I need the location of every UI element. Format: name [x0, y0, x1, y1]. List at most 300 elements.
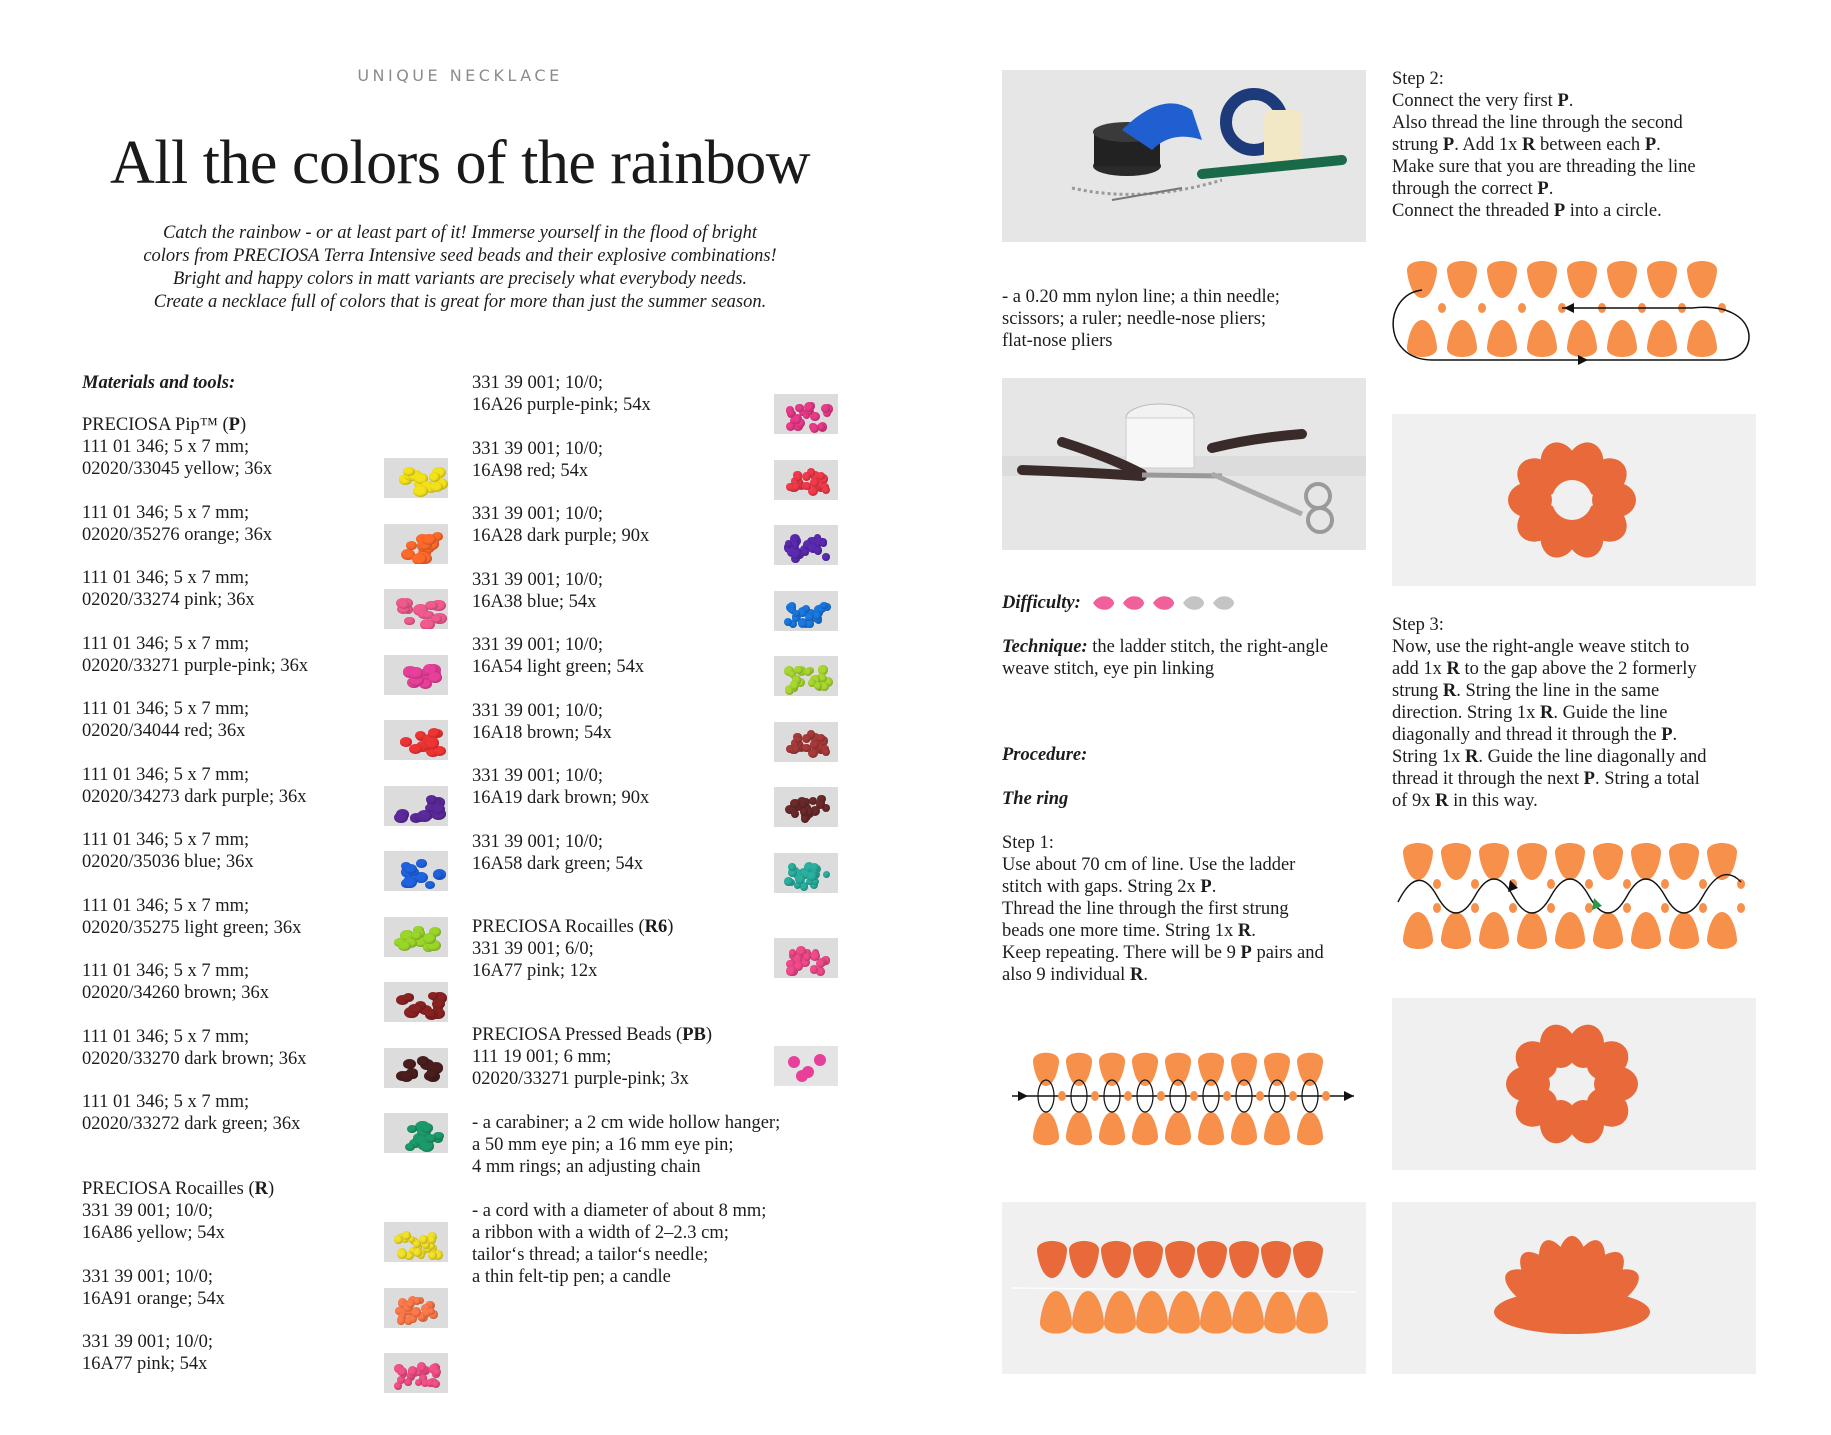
pip-bead [1555, 912, 1585, 949]
pb-close: ) [705, 1025, 712, 1045]
pip-bead [1264, 1053, 1290, 1086]
bead-dot [810, 740, 818, 748]
step1-diagram [1002, 1040, 1366, 1170]
materials-heading: Materials and tools: [82, 373, 236, 393]
material-item [82, 1091, 300, 1135]
pip-bead [1407, 320, 1437, 357]
pb-code: PB [682, 1025, 706, 1045]
bead-dot [411, 931, 423, 940]
material-color: 16A19 dark brown; 90x [472, 788, 650, 808]
material-code: 111 01 346; 5 x 7 mm; [82, 830, 250, 850]
pip-bead [1231, 1112, 1257, 1145]
step-line [1392, 702, 1706, 724]
step-line [1392, 112, 1696, 134]
material-color: 02020/34273 dark purple; 36x [82, 786, 307, 807]
step-line [1392, 658, 1706, 680]
material-code: 111 01 346; 5 x 7 mm; [82, 699, 250, 719]
pip-bead [1104, 1291, 1136, 1334]
r6-brand: PRECIOSA Rocailles ( [472, 917, 645, 937]
extras1-line: 4 mm rings; an adjusting chain [472, 1157, 701, 1177]
pip-bead [1198, 1053, 1224, 1086]
material-color: 02020/33274 pink; 36x [82, 590, 255, 610]
bead-swatch [384, 917, 448, 957]
pip-bead [1607, 320, 1637, 357]
bead-dot [394, 812, 408, 823]
step-line [1392, 680, 1706, 702]
material-color: 16A98 red; 54x [472, 460, 589, 481]
bead-dot [429, 472, 441, 481]
step-line [1392, 156, 1696, 178]
pip-bead [1447, 261, 1477, 298]
step3-photo-ring [1392, 998, 1756, 1170]
procedure-label: Procedure: [1002, 745, 1088, 765]
step-line [1002, 854, 1324, 876]
step-line [1392, 768, 1706, 790]
step-title: Step 1: [1002, 833, 1054, 853]
step2-diagram [1392, 250, 1756, 380]
pip-bead [1066, 1112, 1092, 1145]
bead-dot [788, 1056, 800, 1068]
bead-dot [425, 881, 435, 889]
step-text: . [1251, 921, 1256, 941]
r6-code: R6 [644, 917, 668, 937]
step-line [1392, 724, 1706, 746]
bead-dot [403, 1059, 416, 1069]
material-color: 02020/33272 dark green; 36x [82, 1114, 301, 1134]
bead-code: P [1644, 135, 1657, 155]
step-text: add 1x [1392, 659, 1447, 679]
step-text: pairs and [1251, 943, 1324, 963]
material-item [472, 634, 644, 678]
bead-dot [417, 1362, 427, 1372]
bead-dot [412, 553, 427, 563]
bead-dot [806, 620, 814, 628]
pip-bead [1447, 320, 1477, 357]
material-code: 331 39 001; 10/0; [472, 635, 604, 655]
material-color: 02020/34260 brown; 36x [82, 983, 270, 1003]
material-code: 111 01 346; 5 x 7 mm; [82, 568, 250, 588]
step-text: Keep repeating. There will be 9 [1002, 943, 1241, 963]
intro-line: Catch the rainbow - or at least part of it! Immerse yourself in the flood of bright [162, 223, 758, 243]
technique-text-1: the ladder stitch, the right-angle [1087, 637, 1329, 657]
step-text: beads one more time. String 1x [1002, 921, 1238, 941]
tools-photo-pliers [1002, 378, 1366, 550]
bead-dot [399, 600, 410, 609]
technique-text-2: weave stitch, eye pin linking [1002, 659, 1215, 679]
extras3-line: scissors; a ruler; needle-nose pliers; [1002, 309, 1267, 329]
pip-bead [1066, 1053, 1092, 1086]
technique [1002, 636, 1328, 680]
rocailles-code: R [254, 1179, 269, 1199]
pip-bead [1037, 1241, 1067, 1278]
step-text: . [1548, 179, 1554, 199]
pip-bead [1527, 261, 1557, 298]
bead-dot [403, 993, 414, 1002]
material-code: 331 39 001; 10/0; [472, 831, 604, 852]
step3-diagram [1392, 832, 1756, 962]
bead-dot [409, 744, 421, 754]
material-code: 111 01 346; 5 x 7 mm; [82, 961, 250, 981]
bead-dot [784, 877, 793, 886]
step-text: . String a total [1594, 769, 1700, 789]
bead-code: R [1129, 965, 1144, 985]
step-line [1392, 200, 1696, 222]
material-code: 111 01 346; 5 x 7 mm; [82, 633, 250, 654]
bead-swatch [384, 1222, 448, 1262]
bead-dot [413, 1240, 421, 1248]
pip-bead [1198, 1112, 1224, 1145]
pip-bead [1441, 912, 1471, 949]
pip-bead [1165, 1241, 1195, 1278]
bead-code: R [1442, 681, 1457, 701]
extras3-line: - a 0.20 mm nylon line; a thin needle; [1002, 287, 1280, 307]
pb-line2: 02020/33271 purple-pink; 3x [472, 1069, 689, 1089]
bead-dot [413, 485, 428, 497]
step2-photo-ring [1392, 414, 1756, 586]
bead-swatch [774, 525, 838, 565]
bead-dot [822, 486, 831, 495]
step-text: . String the line in the same [1456, 681, 1660, 701]
pip-bead [1669, 843, 1699, 880]
bead-dot [394, 1382, 402, 1390]
bead-code: P [1442, 135, 1455, 155]
bead-dot [805, 613, 814, 622]
material-item [472, 438, 603, 482]
bead-dot [791, 810, 799, 818]
material-item [82, 436, 272, 480]
pip-bead [1631, 912, 1661, 949]
material-item [82, 764, 307, 808]
bead-dot [804, 668, 812, 676]
pip-bead [1033, 1112, 1059, 1145]
difficulty-indicator [1089, 592, 1249, 614]
pip-bead [1555, 843, 1585, 880]
bead-dot [432, 1380, 440, 1388]
step-line [1392, 636, 1706, 658]
ring-label: The ring [1002, 789, 1069, 809]
tools-illustration-1 [1002, 70, 1366, 242]
difficulty-bead-filled [1153, 596, 1174, 610]
material-color: 02020/34044 red; 36x [82, 721, 246, 741]
step-title: Step 3: [1392, 615, 1444, 635]
pip-bead [1264, 1112, 1290, 1145]
pip-bead [1200, 1291, 1232, 1334]
extras2-line: - a cord with a diameter of about 8 mm; [472, 1201, 767, 1221]
material-item [82, 1200, 225, 1244]
pip-bead [1069, 1241, 1099, 1278]
pb-line1: 111 19 001; 6 mm; [472, 1047, 612, 1067]
pip-bead [1487, 320, 1517, 357]
pip-bead [1293, 1241, 1323, 1278]
step-text: String 1x [1392, 747, 1465, 767]
bead-dot [802, 482, 811, 491]
technique-label: Technique: [1002, 637, 1088, 657]
step-title: Step 2: [1392, 69, 1444, 89]
step-text: into a circle. [1565, 201, 1662, 221]
bead-code: R [1464, 747, 1479, 767]
pip-bead [1297, 1112, 1323, 1145]
bead-swatch [774, 460, 838, 500]
pip-brand: PRECIOSA Pip™ ( [82, 415, 229, 435]
intro-line: Create a necklace full of colors that is great for more than just the summer season. [153, 292, 767, 312]
pip-heading [82, 414, 246, 436]
bead-dot [803, 953, 811, 961]
extras2-line: tailor‘s thread; a tailor‘s needle; [472, 1245, 709, 1265]
pip-bead [1479, 843, 1509, 880]
step-text: direction. String 1x [1392, 703, 1540, 723]
step-text: . [1143, 965, 1148, 985]
bead-dot [802, 744, 811, 753]
bead-dot [792, 745, 800, 753]
pip-bead [1687, 320, 1717, 357]
bead-dot [408, 1366, 418, 1376]
bead-dot [430, 482, 443, 492]
bead-dot [819, 675, 826, 682]
bead-dot [795, 874, 805, 884]
material-color: 16A26 purple-pink; 54x [472, 395, 651, 415]
bead-dot [398, 941, 410, 951]
step3-photo-a [1392, 998, 1756, 1170]
rocailles-brand: PRECIOSA Rocailles ( [82, 1179, 255, 1199]
material-item [82, 1026, 307, 1070]
bead-code: R [1522, 135, 1536, 155]
bead-dot [410, 1004, 422, 1014]
rocailles-r-heading [82, 1178, 274, 1200]
material-color: 16A91 orange; 54x [82, 1288, 225, 1309]
material-item [82, 1331, 213, 1375]
step-text: strung [1392, 135, 1443, 155]
material-color: 16A54 light green; 54x [472, 657, 645, 677]
bead-code: R [1237, 921, 1252, 941]
step-text: between each [1535, 135, 1645, 155]
bead-dot [816, 959, 825, 968]
step3-photo-b [1392, 1202, 1756, 1374]
bead-dot [425, 1134, 436, 1143]
bead-dot [426, 795, 437, 804]
bead-code: P [1240, 943, 1252, 963]
bead-dot [417, 810, 432, 822]
material-item [82, 895, 301, 939]
pip-bead [1099, 1053, 1125, 1086]
bead-dot [801, 815, 808, 822]
step-text: thread it through the next [1392, 769, 1584, 789]
material-code: 111 01 346; 5 x 7 mm; [82, 502, 250, 523]
material-code: 111 01 346; 5 x 7 mm; [82, 1092, 250, 1112]
bead-swatch [384, 524, 448, 564]
material-code: 331 39 001; 10/0; [82, 1332, 214, 1352]
material-item [82, 698, 249, 742]
material-code: 111 01 346; 5 x 7 mm; [82, 895, 250, 916]
bead-dot [796, 1070, 808, 1082]
r6-heading [472, 916, 673, 938]
pip-bead [1567, 261, 1597, 298]
material-code: 331 39 001; 10/0; [472, 373, 604, 393]
bead-dot [794, 474, 801, 481]
pip-bead [1296, 1291, 1328, 1334]
bead-dot [794, 666, 803, 675]
tools-photo-top [1002, 70, 1366, 242]
step-text: strung [1392, 681, 1443, 701]
step-text: diagonally and thread it through the [1392, 725, 1662, 745]
pip-bead [1479, 912, 1509, 949]
pip-bead [1647, 320, 1677, 357]
bead-dot [792, 483, 800, 491]
step-text: . Guide the line [1553, 703, 1668, 723]
bead-swatch [774, 591, 838, 631]
material-code: 111 01 346; 5 x 7 mm; [82, 437, 250, 457]
step-line [1002, 942, 1324, 964]
extras2-line: a ribbon with a width of 2–2.3 cm; [472, 1223, 729, 1243]
bead-swatch [384, 458, 448, 498]
pip-bead [1261, 1241, 1291, 1278]
bead-dot [425, 1010, 435, 1018]
material-item [82, 567, 255, 611]
bead-code: P [1583, 769, 1595, 789]
step3-photo-side [1392, 1202, 1756, 1374]
pip-bead [1631, 843, 1661, 880]
pip-bead [1229, 1241, 1259, 1278]
bead-dot [407, 1125, 418, 1134]
bead-code: R [1435, 791, 1449, 811]
bead-swatch [774, 722, 838, 762]
bead-swatch [384, 1048, 448, 1088]
bead-swatch [774, 394, 838, 434]
r6-close: ) [667, 917, 674, 937]
pip-bead [1517, 912, 1547, 949]
bead-dot [425, 737, 440, 749]
bead-dot [785, 540, 793, 548]
bead-code: P [1200, 877, 1212, 897]
material-color: 02020/35275 light green; 36x [82, 917, 302, 938]
step-text: . Add 1x [1454, 135, 1523, 155]
pip-bead [1040, 1291, 1072, 1334]
step-text: in this way. [1448, 791, 1538, 811]
bead-dot [411, 1308, 420, 1317]
bead-swatch [384, 1353, 448, 1393]
bead-dot [793, 415, 801, 423]
bead-dot [404, 617, 415, 626]
extras3-line: flat-nose pliers [1002, 331, 1113, 351]
page-title: All the colors of the rainbow [109, 129, 811, 197]
bead-dot [794, 736, 801, 743]
pip-bead [1403, 843, 1433, 880]
step1-photo [1002, 1202, 1366, 1374]
bead-dot [814, 546, 822, 554]
pip-bead [1707, 912, 1737, 949]
pip-bead [1033, 1053, 1059, 1086]
bead-dot [428, 672, 442, 683]
bead-dot [397, 1367, 406, 1376]
step-text: . [1568, 91, 1574, 111]
bead-dot [413, 1248, 421, 1256]
bead-dot [405, 1379, 413, 1387]
step-3 [1392, 614, 1706, 812]
bead-dot [397, 1316, 405, 1324]
step-text: Thread the line through the first strung [1002, 899, 1289, 919]
bead-dot [807, 871, 816, 880]
step-text: . [1211, 877, 1217, 897]
pb-brand: PRECIOSA Pressed Beads ( [472, 1025, 683, 1045]
material-item [472, 503, 649, 547]
bead-dot [794, 961, 804, 971]
difficulty-bead-empty [1183, 596, 1204, 610]
pip-bead [1593, 843, 1623, 880]
step-line [1392, 134, 1696, 156]
step-1 [1002, 832, 1324, 986]
step-text: through the correct [1392, 179, 1538, 199]
pressed-item [472, 1024, 712, 1090]
material-code: 331 39 001; 10/0; [472, 504, 604, 524]
pip-bead [1707, 843, 1737, 880]
pip-bead [1517, 843, 1547, 880]
pip-bead [1232, 1291, 1264, 1334]
bead-dot [822, 748, 831, 757]
bead-dot [433, 1368, 441, 1376]
pip-bead [1231, 1053, 1257, 1086]
step-text: Make sure that you are threading the line [1392, 157, 1696, 177]
step-text: also 9 individual [1002, 965, 1130, 985]
bead-swatch [384, 786, 448, 826]
step-text: Connect the threaded [1392, 201, 1554, 221]
material-color: 02020/35036 blue; 36x [82, 852, 254, 872]
bead-swatch [384, 1288, 448, 1328]
pip-bead [1487, 261, 1517, 298]
bead-code: P [1553, 201, 1566, 221]
step-text: . [1656, 135, 1661, 155]
bead-dot [403, 876, 417, 887]
extras-tools-3 [1002, 286, 1280, 352]
bead-dot [406, 1299, 415, 1308]
bead-swatch [384, 1113, 448, 1153]
step-line [1002, 920, 1324, 942]
material-item [82, 960, 269, 1004]
bead-dot [426, 1069, 438, 1079]
pip-bead [1132, 1053, 1158, 1086]
pip-bead [1527, 320, 1557, 357]
pip-bead [1647, 261, 1677, 298]
bead-dot [397, 1249, 407, 1259]
bead-dot [810, 424, 820, 434]
pip-bead [1168, 1291, 1200, 1334]
material-item [82, 829, 254, 873]
material-code: 331 39 001; 10/0; [472, 766, 604, 786]
material-code: 331 39 001; 10/0; [472, 700, 604, 721]
material-item [472, 372, 651, 416]
bead-dot [790, 680, 799, 689]
bead-dot [432, 804, 445, 814]
step-line [1002, 898, 1324, 920]
bead-swatch [774, 656, 838, 696]
material-color: 16A38 blue; 54x [472, 591, 597, 612]
material-color: 16A86 yellow; 54x [82, 1223, 225, 1243]
pip-code: P [228, 415, 240, 435]
step2-photo [1392, 414, 1756, 586]
extras-tools-2 [472, 1200, 766, 1288]
difficulty-row [1002, 592, 1249, 614]
bead-dot [793, 610, 800, 617]
step-line [1002, 964, 1324, 986]
r6-line1: 331 39 001; 6/0; [472, 939, 594, 959]
pip-bead [1197, 1241, 1227, 1278]
bead-dot [823, 871, 830, 878]
bead-code: P [1557, 91, 1569, 111]
pip-bead [1136, 1291, 1168, 1334]
bead-swatch [774, 787, 838, 827]
intro-line: colors from PRECIOSA Terra Intensive seed beads and their explosive combinations! [143, 246, 777, 266]
bead-dot [406, 541, 418, 551]
bead-dot [425, 601, 437, 611]
bead-dot [822, 553, 830, 561]
